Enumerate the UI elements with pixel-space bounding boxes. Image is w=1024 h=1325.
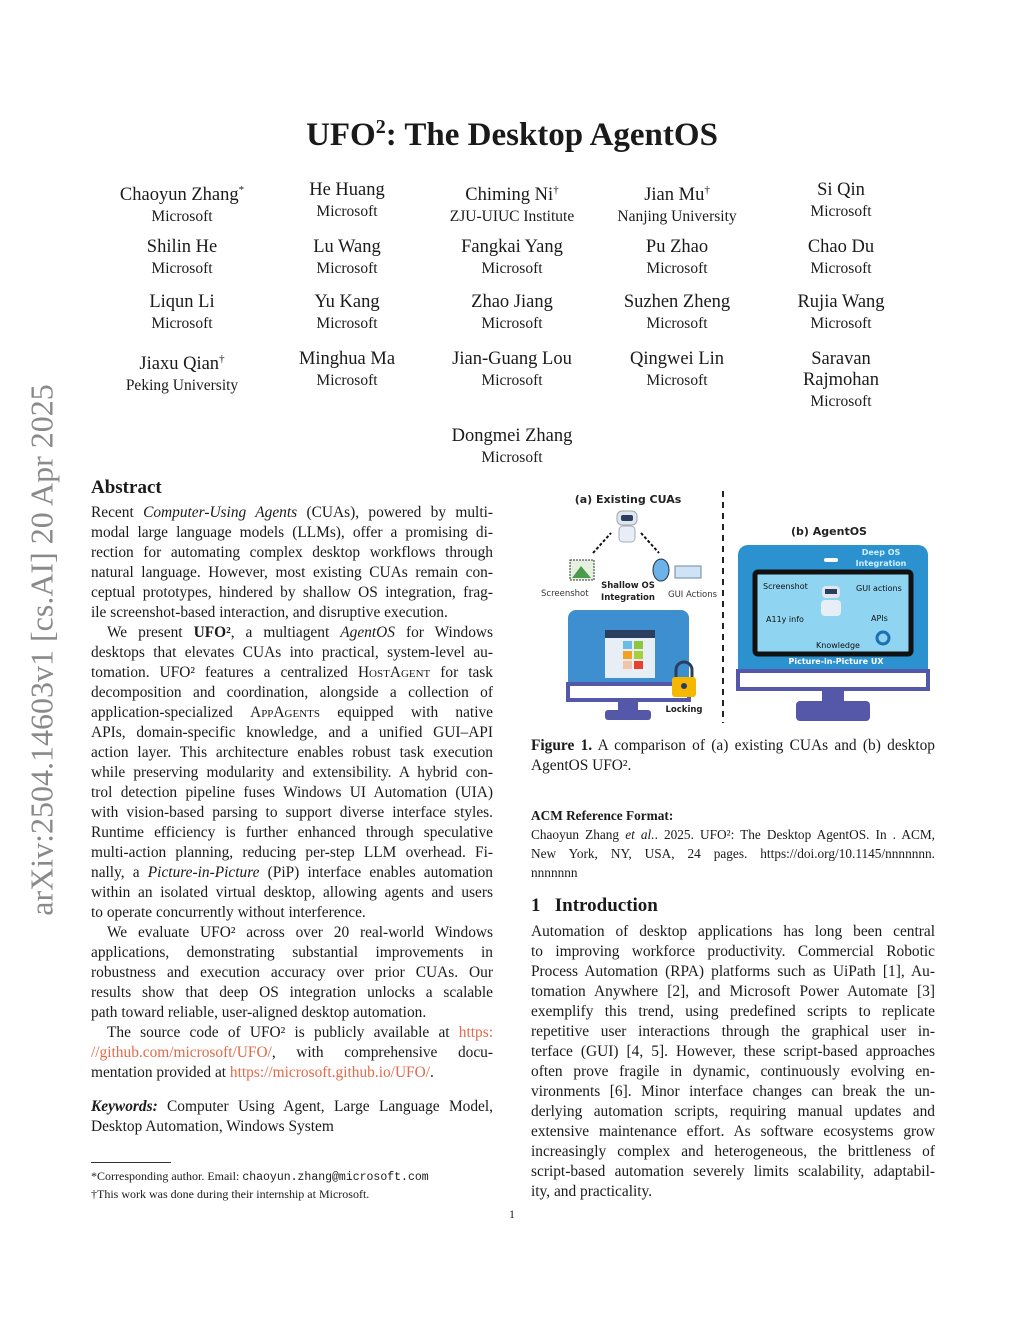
author-affiliation: Microsoft (316, 203, 378, 220)
text-line: ile screenshot-based interaction, and disruptive execution. (91, 604, 448, 621)
author-name: Minghua Ma (298, 349, 396, 369)
text-line: multi-action planning, reducing per-step LLM overhead. Fi- (91, 844, 493, 861)
robot-icon-b (821, 586, 841, 616)
author-affiliation: Microsoft (810, 393, 872, 410)
author-affiliation: Microsoft (646, 315, 708, 332)
intro-body (531, 922, 935, 1202)
author (97, 292, 267, 334)
author (97, 349, 267, 396)
label-knowledge: Knowledge (816, 641, 860, 650)
text-line: Keywords: Computer Using Agent, Large Language Model, (91, 1098, 493, 1115)
author-name: Pu Zhao (645, 237, 709, 257)
text-line: mentation provided at https://microsoft.github.io/UFO/. (91, 1064, 434, 1081)
text-line: while preserving modularity and extensibility. A hybrid con- (91, 764, 493, 781)
author-name: Chao Du (807, 237, 875, 257)
label-locking: Locking (665, 705, 703, 715)
robot-icon (617, 511, 637, 542)
text-line: ity, and practicality. (531, 1183, 653, 1200)
author (756, 180, 926, 222)
text-line: vironments [6]. Minor interface changes can break the un- (531, 1083, 935, 1100)
author-name: Chaoyun Zhang* (119, 184, 245, 206)
abstract-section (91, 477, 493, 1083)
fig-b-title: (b) AgentOS (791, 525, 867, 538)
author (262, 349, 432, 391)
text-line: tomation. UFO² features a centralized HostAgent for task (91, 664, 493, 681)
text-line: action layer. This architecture enables robust task execution (91, 744, 493, 761)
text-line: trol detection pipeline fuses Windows UI Automation (UIA) (91, 784, 493, 801)
author (427, 292, 597, 334)
author (756, 292, 926, 334)
author-name: Qingwei Lin (629, 349, 725, 369)
text-line: repetitive user interactions through the graphical user in- (531, 1023, 935, 1040)
text-line: AgentOS UFO². (531, 757, 632, 774)
figure-caption (531, 736, 935, 776)
author-affiliation: Microsoft (316, 260, 378, 277)
author-affiliation: Microsoft (810, 260, 872, 277)
author (592, 180, 762, 227)
text-line: nally, a Picture-in-Picture (PiP) interface enables automation (91, 864, 493, 881)
author-affiliation: Microsoft (151, 208, 213, 226)
author-affiliation: ZJU-UIUC Institute (449, 208, 575, 226)
text-line: We evaluate UFO² across over 20 real-world Windows (107, 924, 493, 941)
text-line: rection for automating complex desktop workflows through (91, 544, 493, 561)
text-line: to improving workforce productivity. Commercial Robotic (531, 943, 935, 960)
author (427, 237, 597, 279)
text-line: //github.com/microsoft/UFO/, with comprehensive docu- (91, 1044, 493, 1061)
text-line: Automation of desktop applications has long been central (531, 923, 935, 940)
author-name: Jiaxu Qian† (139, 353, 225, 375)
figure-1 (531, 488, 936, 723)
author (427, 349, 597, 391)
text-line: exemplify this trend, using predefined scripts to replicate (531, 1003, 935, 1020)
author-name: He Huang (309, 180, 385, 200)
fig-a-title: (a) Existing CUAs (574, 493, 682, 506)
arrow (641, 533, 659, 553)
text-line: extensive maintenance effort. As software ecosystems grow (531, 1123, 935, 1140)
text-line: natural language. However, most existing CUAs remain con- (91, 564, 493, 581)
author (262, 180, 432, 222)
label-b-gui-actions: GUI actions (856, 584, 902, 593)
author-affiliation: Microsoft (316, 372, 378, 389)
author-affiliation: Peking University (125, 377, 239, 395)
text-line: We present UFO², a multiagent AgentOS for Windows (107, 624, 494, 641)
author-name: Chiming Ni† (465, 184, 559, 206)
author (592, 349, 762, 391)
label-shallow: Shallow OS (601, 581, 655, 591)
author-affiliation: Microsoft (316, 315, 378, 332)
keyboard-icon (675, 566, 701, 578)
text-line: Runtime efficiency is further enhanced through speculative (91, 824, 493, 841)
keywords (91, 1097, 493, 1137)
text-line: ceptual prototypes, hindered by shallow OS integration, frag- (91, 584, 493, 601)
text-line: desktops that elevates CUAs into practical, system-level au- (91, 644, 493, 661)
author-name: Rujia Wang (797, 292, 885, 312)
label-deep-integration: Integration (855, 559, 907, 568)
text-line: script-based automation severely limits scalability, adaptabil- (531, 1163, 935, 1180)
text-line: The source code of UFO² is publicly available at https: (107, 1024, 493, 1041)
author-name: Fangkai Yang (461, 237, 563, 257)
author (592, 237, 762, 279)
author (592, 292, 762, 334)
mouse-icon (653, 559, 669, 581)
author-name: Liqun Li (149, 292, 215, 312)
author-affiliation: Microsoft (481, 449, 543, 466)
text-line: APIs, domain-specific knowledge, and a unified GUI–API (91, 724, 493, 741)
footnotes (91, 1168, 511, 1203)
author (262, 237, 432, 279)
label-integration: Integration (601, 593, 655, 603)
text-line: to operate concurrently without interference. (91, 904, 366, 921)
text-line: applications, demonstrating substantial improvements in (91, 944, 493, 961)
author-affiliation: Nanjing University (617, 208, 737, 226)
screenshot-icon (570, 560, 594, 580)
author-affiliation: Microsoft (481, 260, 543, 277)
author (262, 292, 432, 334)
abstract-heading: Abstract (91, 477, 162, 498)
text-line: application-specialized AppAgents equipped with native (91, 704, 493, 721)
author-name: Jian-Guang Lou (452, 349, 572, 369)
text-line: Chaoyun Zhang et al.. 2025. UFO²: The Desktop AgentOS. In . ACM, (531, 827, 935, 842)
intro-heading: 1 Introduction (531, 895, 658, 916)
author-name: Saravan Rajmohan (802, 349, 880, 390)
author-name: Lu Wang (313, 237, 381, 257)
author-affiliation: Microsoft (481, 372, 543, 389)
author-affiliation: Microsoft (646, 260, 708, 277)
label-screenshot: Screenshot (541, 589, 589, 599)
acm-reference (531, 806, 935, 882)
author (427, 180, 597, 227)
author (97, 180, 267, 227)
text-line: New York, NY, USA, 24 pages. https://doi.org/10.1145/nnnnnnn. (531, 846, 935, 861)
author-affiliation: Microsoft (646, 372, 708, 389)
abstract-body (91, 503, 493, 1083)
footnote-divider (91, 1162, 171, 1163)
text-line: Process Automation (RPA) platforms such as UiPath [1], Au- (531, 963, 935, 980)
text-line: terface (GUI) [4, 5]. However, these script-based approaches (531, 1043, 935, 1060)
label-deep-os: Deep OS (861, 548, 901, 557)
label-pip: Picture-in-Picture UX (788, 657, 884, 666)
author (756, 237, 926, 279)
author-name: Jian Mu† (644, 184, 710, 206)
label-gui-actions: GUI Actions (668, 590, 718, 600)
author-name: Zhao Jiang (471, 292, 553, 312)
author-affiliation: Microsoft (810, 315, 872, 332)
author-affiliation: Microsoft (151, 315, 213, 332)
author-affiliation: Microsoft (810, 203, 872, 220)
paper-title: UFO$^2$: The Desktop AgentOS (306, 116, 718, 153)
author-name: Si Qin (817, 180, 865, 200)
text-line: Desktop Automation, Windows System (91, 1118, 334, 1135)
text-line: Figure 1. A comparison of (a) existing CUAs and (b) desktop (531, 737, 935, 754)
text-line: within an isolated virtual desktop, allowing agents and users (91, 884, 493, 901)
link[interactable]: https: (458, 1024, 493, 1041)
arxiv-stamp: arXiv:2504.14603v1 [cs.AI] 20 Apr 2025 (23, 384, 60, 916)
author (786, 349, 896, 412)
author-name: Dongmei Zhang (451, 426, 573, 446)
label-a11y: A11y info (766, 615, 804, 624)
text-line: decomposition and coordination, alongside a collection of (91, 684, 493, 701)
introduction-section (531, 894, 935, 1202)
text-line: Recent Computer-Using Agents (CUAs), powered by multi- (91, 504, 494, 521)
arrow (593, 533, 611, 553)
author-affiliation: Microsoft (151, 260, 213, 277)
label-b-screenshot: Screenshot (763, 582, 808, 591)
footnote-internship: †This work was done during their internship at Microsoft. (91, 1187, 370, 1201)
text-line: tomation Anywhere [2], and Microsoft Power Automate [3] (531, 983, 935, 1000)
author (97, 237, 267, 279)
page-number: 1 (509, 1207, 515, 1221)
footnote-corresponding: *Corresponding author. Email: chaoyun.zhang@microsoft.com (91, 1169, 429, 1184)
acm-body (531, 825, 935, 882)
author-name: Shilin He (146, 237, 218, 257)
text-line: robustness and execution accuracy over prior CUAs. Our (91, 964, 493, 981)
text-line: results show that deep OS integration unlocks a scalable (91, 984, 493, 1001)
text-line: modal large language models (LLMs), offer a promising di- (91, 524, 493, 541)
text-line: often prove fragile in dynamic, continuously evolving en- (531, 1063, 935, 1080)
author (427, 426, 597, 468)
link[interactable]: //github.com/microsoft/UFO/ (91, 1044, 272, 1061)
monitor-a (568, 610, 689, 720)
link[interactable]: https://microsoft.github.io/UFO/ (229, 1064, 431, 1081)
text-line: with vision-based parsing to support diverse interface styles. (91, 804, 493, 821)
text-line: nnnnnnn (531, 865, 578, 880)
author-name: Suzhen Zheng (623, 292, 731, 312)
text-line: increasingly complex and heterogeneous, the brittleness of (531, 1143, 935, 1160)
author-affiliation: Microsoft (481, 315, 543, 332)
author-name: Yu Kang (314, 292, 380, 312)
label-apis: APIs (871, 614, 888, 623)
text-line: derlying automation scripts, requiring manual updates and (531, 1103, 935, 1120)
monitor-b (738, 545, 928, 721)
text-line: path toward reliable, user-aligned desktop automation. (91, 1004, 427, 1021)
acm-heading: ACM Reference Format: (531, 808, 674, 823)
